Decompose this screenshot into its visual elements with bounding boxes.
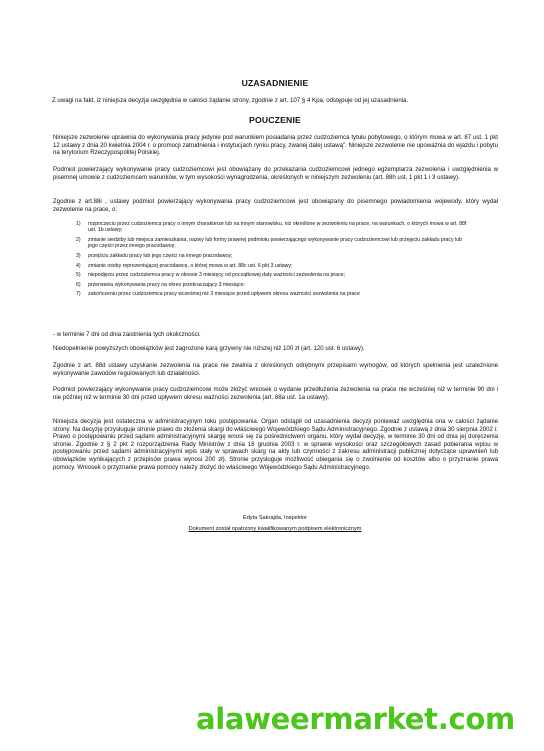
- list-item: [52, 282, 472, 288]
- list-item-text: zmianie siedziby lub miejsca zamieszkania, nazwy lub formy prawnej podmiotu powierzającego wykonywanie pracy cudzoziemcowi lub przejęciu zakładu pracy lub jego części przez innego pracodawcę;: [88, 237, 462, 250]
- paragraph-text: Zgodnie z art. 88d ustawy uzyskanie zezwolenia na prace nie zwalnia z określonych odrębnymi przepisami wymogów, od których spełnienia jest uzależnione wykonywanie zawodów regulowanych lub działalności.: [53, 362, 498, 377]
- list-item-number: 5): [76, 272, 81, 279]
- paragraph: [52, 345, 498, 353]
- list-item-number: 2): [76, 237, 81, 243]
- paragraph: [52, 362, 498, 377]
- list-item: [52, 253, 472, 259]
- signer-name: Edyta Sakrajda, Inspektor: [242, 515, 308, 521]
- paragraph: [52, 134, 498, 157]
- list-item-number: 1): [76, 221, 81, 227]
- paragraph: [52, 418, 498, 471]
- list-item-number: 4): [76, 262, 81, 269]
- paragraph-text: Niniejsze zezwolenie uprawnia do wykonywania pracy jedynie pod warunkiem posiadania przez cudzoziemca tytułu pobytowego, o którym mowa w art. 87 ust. 1 pkt 12 ustawy z dnia 20 kwietnia 2004 r. o promocji zatrudnienia i instytucjach rynku pracy, zwanej dalej ustawą". Niniejsze zezwolenie nie upoważnia do wjazdu i pobytu na terytorium Rzeczypospolitej Polskiej.: [53, 134, 498, 157]
- list-item-text: zmianie osoby reprezentującej pracodawcę, o której mowa w art. 88c ust. 6 pkt 3 ustawy;: [88, 262, 293, 269]
- list-item: [52, 221, 472, 234]
- list-item-number: 7): [76, 291, 81, 298]
- list-item: [52, 291, 472, 297]
- obligations-list: [52, 221, 472, 301]
- list-item: [52, 237, 472, 250]
- list-item: [52, 272, 472, 278]
- list-item: [52, 263, 472, 269]
- list-item-number: 3): [76, 253, 81, 259]
- list-item-text: rozpoczęciu przez cudzoziemca pracy o innym charakterze lub na innym stanowisku, niż określone w zezwoleniu na prace, na warunkach, o których mowa w art. 88f ust. 1b ustawy;: [88, 221, 467, 234]
- list-item-text: przejściu zakładu pracy lub jego części na innego pracodawcę;: [88, 253, 233, 259]
- paragraph: [52, 386, 498, 401]
- paragraph-text: Podmiot powierzający wykonywanie pracy cudzoziemcowi jest obowiązany do przekazania cudzoziemcowi jednego egzemplarza zezwolenia i uwzględnienia w pisemnej umowie z cudzoziemcem warunków, w tym wysokości wynagrodzenia, określonych w niniejszym zezwoleniu (art. 88h ust. 1 pkt 1 i 3 ustawy).: [53, 166, 498, 181]
- signature-note: Dokument został opatrzony kwalifikowanym podpisem elektronicznym: [188, 526, 362, 532]
- list-item-number: 6): [76, 281, 81, 288]
- paragraph-text: Niniejsza decyzja jest ostateczna w administracyjnym toku postępowania. Organ odstąpił od uzasadnienia decyzji ponieważ uwzględnia ona w całości żądanie strony. Na decyzję przysługuje stronie prawo do złożenia skargi do właściwego Wojewódzkiego Sądu Administracyjnego. Zgodnie z ustawą z dnia 30 sierpnia 2002 r. Prawo o postępowaniu przed sądami administracyjnymi skargę wnosi się za pośrednictwem organu, który wydał decyzję, w terminie 30 dni od dnia jej doręczenia stronie. Zgodnie z § 2 pkt 2 rozporządzenia Rady Ministrów z dnia 16 grudnia 2003 r. w sprawie wysokości oraz szczegółowych zasad pobierania wpisu w postępowaniu przed sądami administracyjnymi wpis stały w sprawach skarg na akty lub czynności z zakresu administracji publicznej dotyczące uprawnień lub obowiązków wynikających z przepisów prawa wynosi 200 zł). Stronie przysługuje możliwość ubiegania się o zwolnienie od kosztów albo o przyznanie prawa pomocy. Wniosek o przyznanie prawa pomocy należy złożyć do właściwego Wojewódzkiego Sądu Administracyjnego.: [53, 418, 498, 471]
- watermark-logo: alaweermarket.com: [196, 702, 515, 736]
- paragraph-text: Zgodnie z art.88i , ustawy podmiot powierzający wykonywania pracy cudzoziemcowi jest obowiązany do pisemnego powiadomienia wojewody, który wydał zezwolenie na prace, o:: [53, 198, 498, 213]
- paragraph-text: Niedopełnienie powyższych obowiązków jest zagrożone karą grzywny nie niższej niż 100 zł (art. 120 ust. 6 ustawy).: [53, 345, 365, 352]
- paragraph-text: - w terminie 7 dni od dnia zaistnienia tych okoliczności.: [53, 331, 201, 338]
- heading-pouczenie: POUCZENIE: [249, 115, 301, 125]
- paragraph-text: Podmiot powierzający wykonywanie pracy cudzoziemcowi może złożyć wniosek o wydanie przedłużenia zezwolenia na prace nie wcześniej niż w terminie 90 dni i nie później niż w terminie 30 dni przed upływem okresu ważności zezwolenia (art. 88a ust. 1a ustawy).: [53, 386, 498, 401]
- paragraph: [52, 166, 498, 181]
- list-item-text: niepodjęciu przez cudzoziemca pracy w okresie 3 miesięcy od początkowej daty ważności zezwolenia na prace;: [88, 272, 345, 279]
- uzasadnienie-text: Z uwagi na fakt, iż niniejsza decyzja uwzględnia w całości żądanie strony, zgodnie z art. 107 § 4 Kpa, odstępuje od jej uzasadnienia.: [52, 97, 409, 104]
- list-item-text: przerwaniu wykonywania pracy na okres przekraczający 3 miesiące;: [88, 281, 245, 288]
- paragraph: [52, 331, 498, 339]
- list-item-text: zakończeniu przez cudzoziemca pracy wcześniej niż 3 miesiące przed upływem okresu ważności zezwolenia na prace: [88, 291, 360, 298]
- heading-uzasadnienie: UZASADNIENIE: [241, 78, 309, 88]
- paragraph: [52, 198, 498, 213]
